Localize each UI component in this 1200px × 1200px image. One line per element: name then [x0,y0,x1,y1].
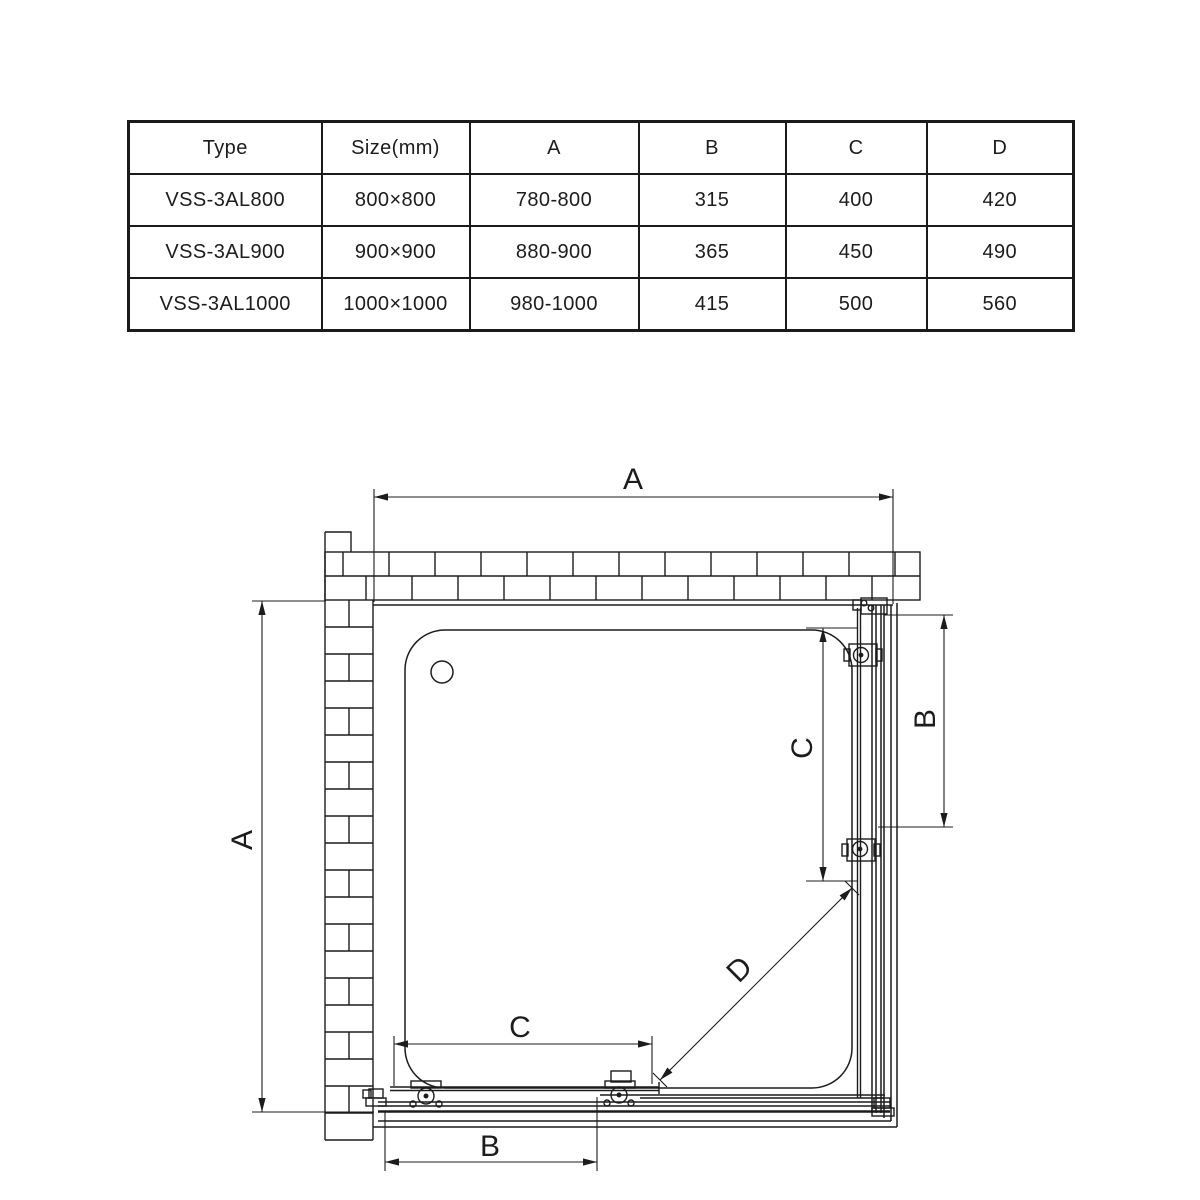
cell-type: VSS-3AL900 [129,226,322,278]
header-cell: A [470,122,639,175]
dimension-lines [252,489,953,1171]
dim-label-a-top: A [622,463,644,496]
bottom-door [363,1071,894,1116]
header-cell: B [639,122,786,175]
dim-label-b-right: B [909,708,942,730]
cell-b: 415 [639,278,786,331]
cell-d: 420 [927,174,1074,226]
dim-label-a-left: A [226,829,259,851]
top-wall [325,552,920,600]
cell-size: 1000×1000 [322,278,470,331]
cell-c: 450 [786,226,927,278]
enclosure-frame [373,603,897,1127]
shower-tray [405,630,852,1088]
cell-type: VSS-3AL1000 [129,278,322,331]
header-cell: C [786,122,927,175]
cell-a: 880-900 [470,226,639,278]
dim-label-b-bottom: B [479,1130,501,1163]
cell-size: 900×900 [322,226,470,278]
cell-type: VSS-3AL800 [129,174,322,226]
cell-c: 500 [786,278,927,331]
dim-label-d-diag: D [720,950,759,989]
cell-size: 800×800 [322,174,470,226]
left-wall [325,532,373,1140]
dim-label-c-inner: C [786,737,819,759]
dim-label-c-bottom: C [509,1011,531,1044]
header-cell: Size(mm) [322,122,470,175]
cell-b: 315 [639,174,786,226]
header-cell: Type [129,122,322,175]
cell-c: 400 [786,174,927,226]
header-cell: D [927,122,1074,175]
cell-a: 780-800 [470,174,639,226]
cell-b: 365 [639,226,786,278]
cell-d: 490 [927,226,1074,278]
cell-a: 980-1000 [470,278,639,331]
cell-d: 560 [927,278,1074,331]
drain-circle [431,661,453,683]
